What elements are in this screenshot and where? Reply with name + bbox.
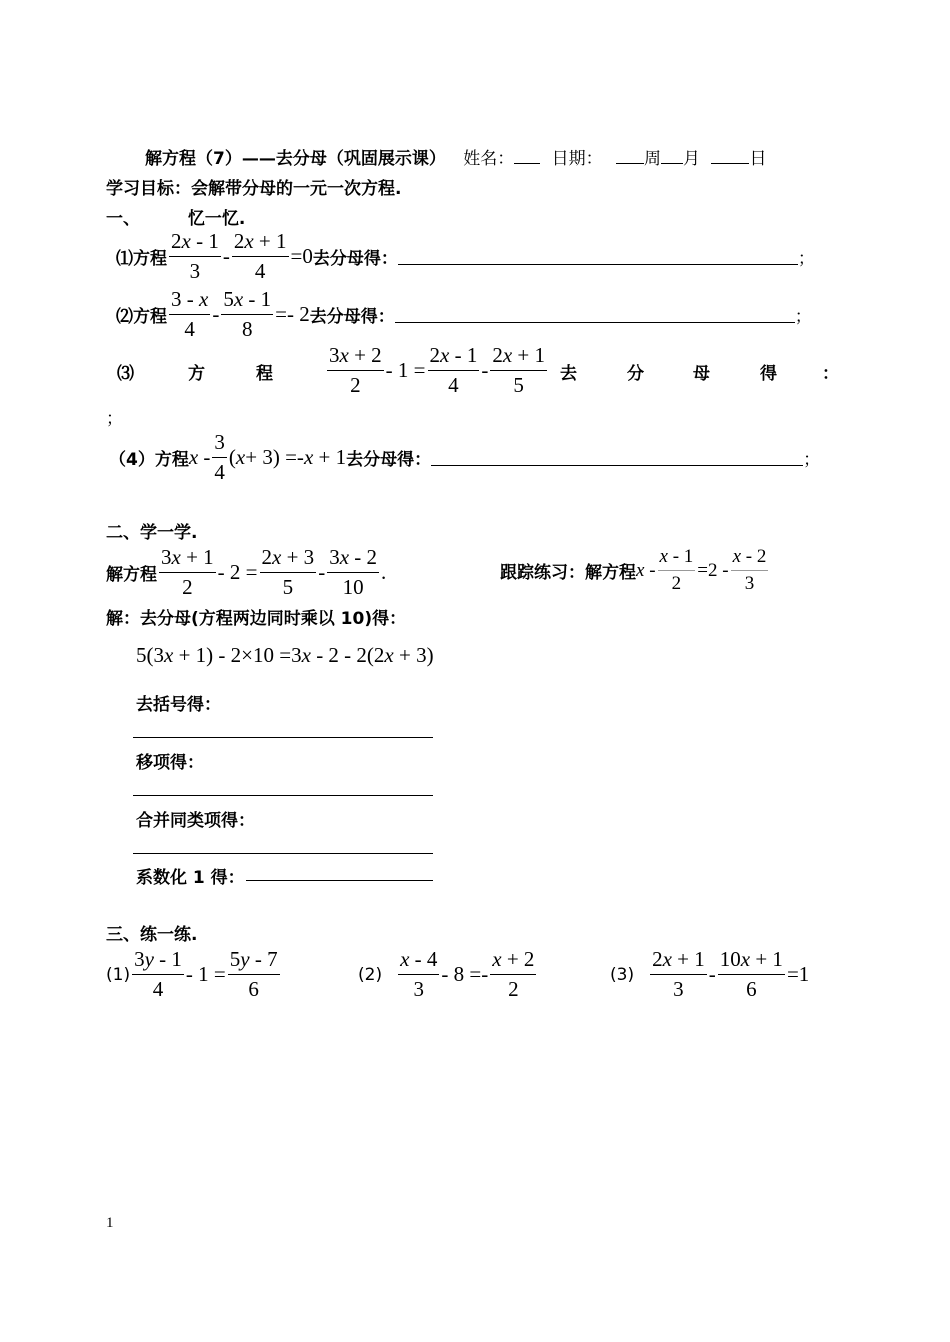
- q2-suffix: 去分母得：: [309, 307, 395, 327]
- example-equation: 解方程 $\frac{3x + 1}{2}$ - 2 = $\frac{2x + 3}{5}$ - $\frac{3x - 2}{10}$ .: [106, 545, 387, 599]
- q3-after-5: ：: [822, 364, 839, 384]
- q3-semicolon: ；: [106, 409, 123, 429]
- q1-equation: $\frac{2x - 1}{3}$ - $\frac{2x + 1}{4}$ =0: [171, 229, 313, 283]
- step1-answer-line[interactable]: [133, 737, 433, 738]
- p2-label: (2): [358, 964, 383, 985]
- review-question-1: [116, 229, 815, 284]
- name-label: 姓名：: [463, 149, 515, 169]
- q3-word-1: 方: [188, 364, 205, 384]
- q1-answer-line[interactable]: [398, 263, 798, 265]
- p3-label: (3): [610, 964, 635, 985]
- section1-number: 一、: [106, 209, 140, 229]
- step-normalize: 系数化 1 得：: [136, 868, 245, 888]
- q1-label: ⑴方程: [116, 249, 167, 269]
- tracking-label: 跟踪练习：解方程: [500, 563, 636, 583]
- name-field[interactable]: [514, 162, 540, 164]
- learning-objective: 学习目标：会解带分母的一元一次方程.: [106, 179, 402, 199]
- q2-label: ⑵方程: [116, 307, 167, 327]
- q3-after-1: 去: [560, 364, 577, 384]
- step3-answer-line[interactable]: [133, 853, 433, 854]
- q3-word-2: 程: [256, 364, 273, 384]
- q2-answer-line[interactable]: [395, 321, 795, 323]
- section2-heading: 二、学一学.: [106, 523, 198, 543]
- q2-semicolon: ；: [794, 307, 812, 327]
- q1-semicolon: ；: [797, 249, 815, 269]
- q4-label: （4）方程: [109, 450, 189, 470]
- day-field[interactable]: [711, 162, 749, 164]
- week-label: 周: [644, 149, 662, 169]
- q2-equation: $\frac{3 - x}{4}$ - $\frac{5x - 1}{8}$ =- 2: [171, 287, 310, 341]
- month-field[interactable]: [661, 162, 683, 164]
- practice-problem-1: (1) $\frac{3y - 1}{4}$ - 1 = $\frac{5y - 7}{6}$: [106, 947, 278, 1001]
- section1-title: 忆一忆.: [187, 209, 246, 229]
- week-field[interactable]: [616, 162, 644, 164]
- solution-intro: 解：去分母(方程两边同时乘以 10)得：: [106, 609, 407, 629]
- step-remove-brackets: 去括号得：: [136, 695, 221, 715]
- step4-answer-line[interactable]: [246, 880, 433, 881]
- review-question-4: [109, 430, 820, 485]
- step-combine-terms: 合并同类项得：: [136, 811, 255, 831]
- review-question-2: [116, 287, 812, 342]
- p1-label: (1): [106, 964, 131, 985]
- day-label: 日: [749, 149, 767, 169]
- example-label: 解方程: [106, 565, 157, 585]
- date-label: 日期：: [551, 149, 603, 169]
- q4-equation: x - $\frac{3}{4}$ ( x + 3) =- x + 1: [188, 430, 347, 484]
- q3-equation: $\frac{3x + 2}{2}$ - 1 = $\frac{2x - 1}{4}$ - $\frac{2x + 1}{5}$: [329, 343, 546, 397]
- header: [145, 144, 766, 169]
- q4-answer-line[interactable]: [431, 464, 803, 466]
- q4-semicolon: ；: [803, 450, 821, 470]
- section3-heading: 三、练一练.: [106, 925, 198, 945]
- q3-after-4: 得: [760, 364, 777, 384]
- section1-heading: [106, 204, 245, 229]
- q3-after-2: 分: [627, 364, 644, 384]
- q1-suffix: 去分母得：: [312, 249, 398, 269]
- q4-suffix: 去分母得：: [346, 450, 432, 470]
- q3-label: ⑶: [117, 364, 134, 384]
- month-label: 月: [683, 149, 701, 169]
- step2-answer-line[interactable]: [133, 795, 433, 796]
- tracking-exercise: 跟踪练习：解方程 x - $\frac{x - 1}{2}$ =2 - $\frac{x - 2}{3}$: [500, 546, 767, 594]
- practice-problem-3: (3) $\frac{2x + 1}{3}$ - $\frac{10x + 1}{6}$ =1: [610, 947, 810, 1001]
- page-number: 1: [106, 1215, 114, 1231]
- q3-after-3: 母: [693, 364, 710, 384]
- practice-problem-2: (2) $\frac{x - 4}{3}$ - 8 =- $\frac{x + 2}{2}$: [358, 947, 535, 1001]
- solution-step-equation: 5(3x + 1) - 2×10 =3x - 2 - 2(2x + 3): [136, 643, 434, 667]
- step-transpose: 移项得：: [136, 753, 204, 773]
- worksheet-title: 解方程（7）——去分母（巩固展示课）: [145, 149, 446, 169]
